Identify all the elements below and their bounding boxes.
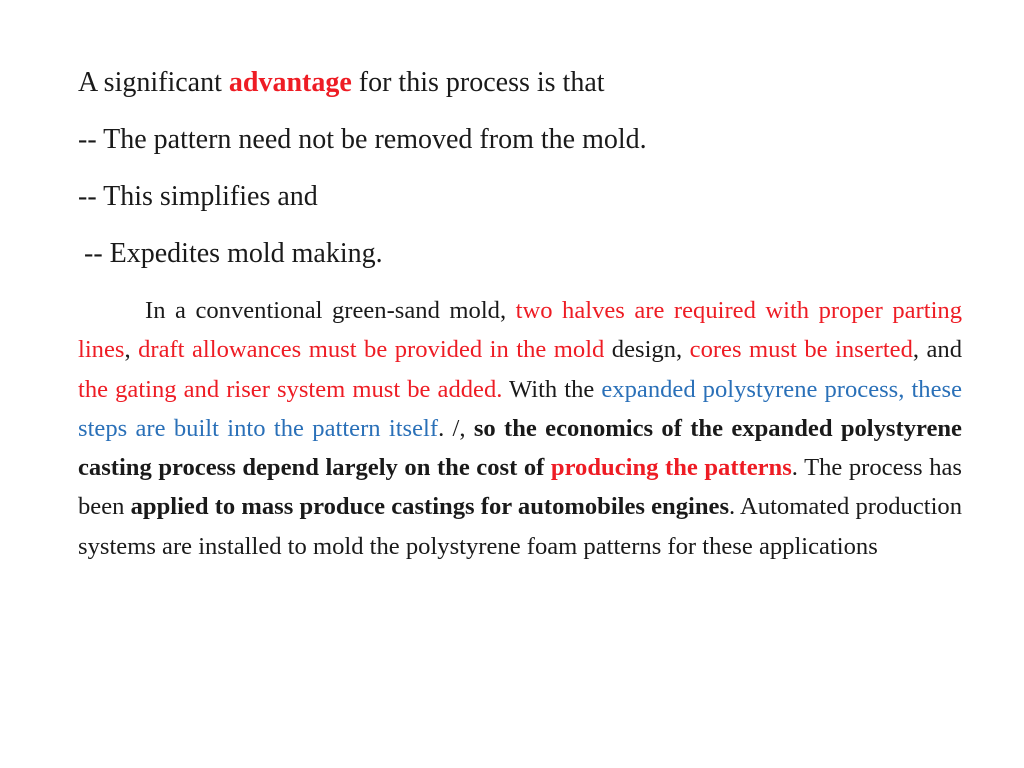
para-text: . Automated production systems are installed to mold the polystyrene foam patterns for these applications [78,493,963,560]
para-bold-text: applied to mass produce castings for automobiles engines [130,493,730,521]
bullet-line: -- The pattern need not be removed from the mold. [78,124,647,155]
intro-suffix: for this process is that [351,67,605,98]
para-blue-text: expanded polystyrene process, these steps are built into the pattern itself [78,375,962,442]
para-bold-text: so the economics of the expanded polystyrene casting process depend largely on the cost of [78,414,962,482]
para-red-text: cores must be inserted [689,336,913,364]
para-red-text: the gating and riser system must be added. [78,375,503,403]
para-text: With the [502,375,602,403]
para-text: design, [604,336,690,364]
para-text: , and [912,336,963,364]
para-red-bold-text: producing the patterns [550,454,792,482]
advantage-highlight: advantage [228,67,352,98]
intro-prefix: A significant [78,67,229,98]
para-red-text: draft allowances must be provided in the mold [138,336,605,364]
para-text: In a conventional green-sand mold, [145,297,516,324]
para-red-text: two halves are required with proper parting lines [78,297,962,364]
bullet-line: -- Expedites mold making. [84,238,383,269]
para-text: , [124,336,139,364]
para-text: . /, [438,414,474,442]
body-paragraph [78,291,962,566]
bullet-line: -- This simplifies and [78,181,318,212]
intro-line [78,67,605,99]
para-text: . The process has been [78,454,962,521]
